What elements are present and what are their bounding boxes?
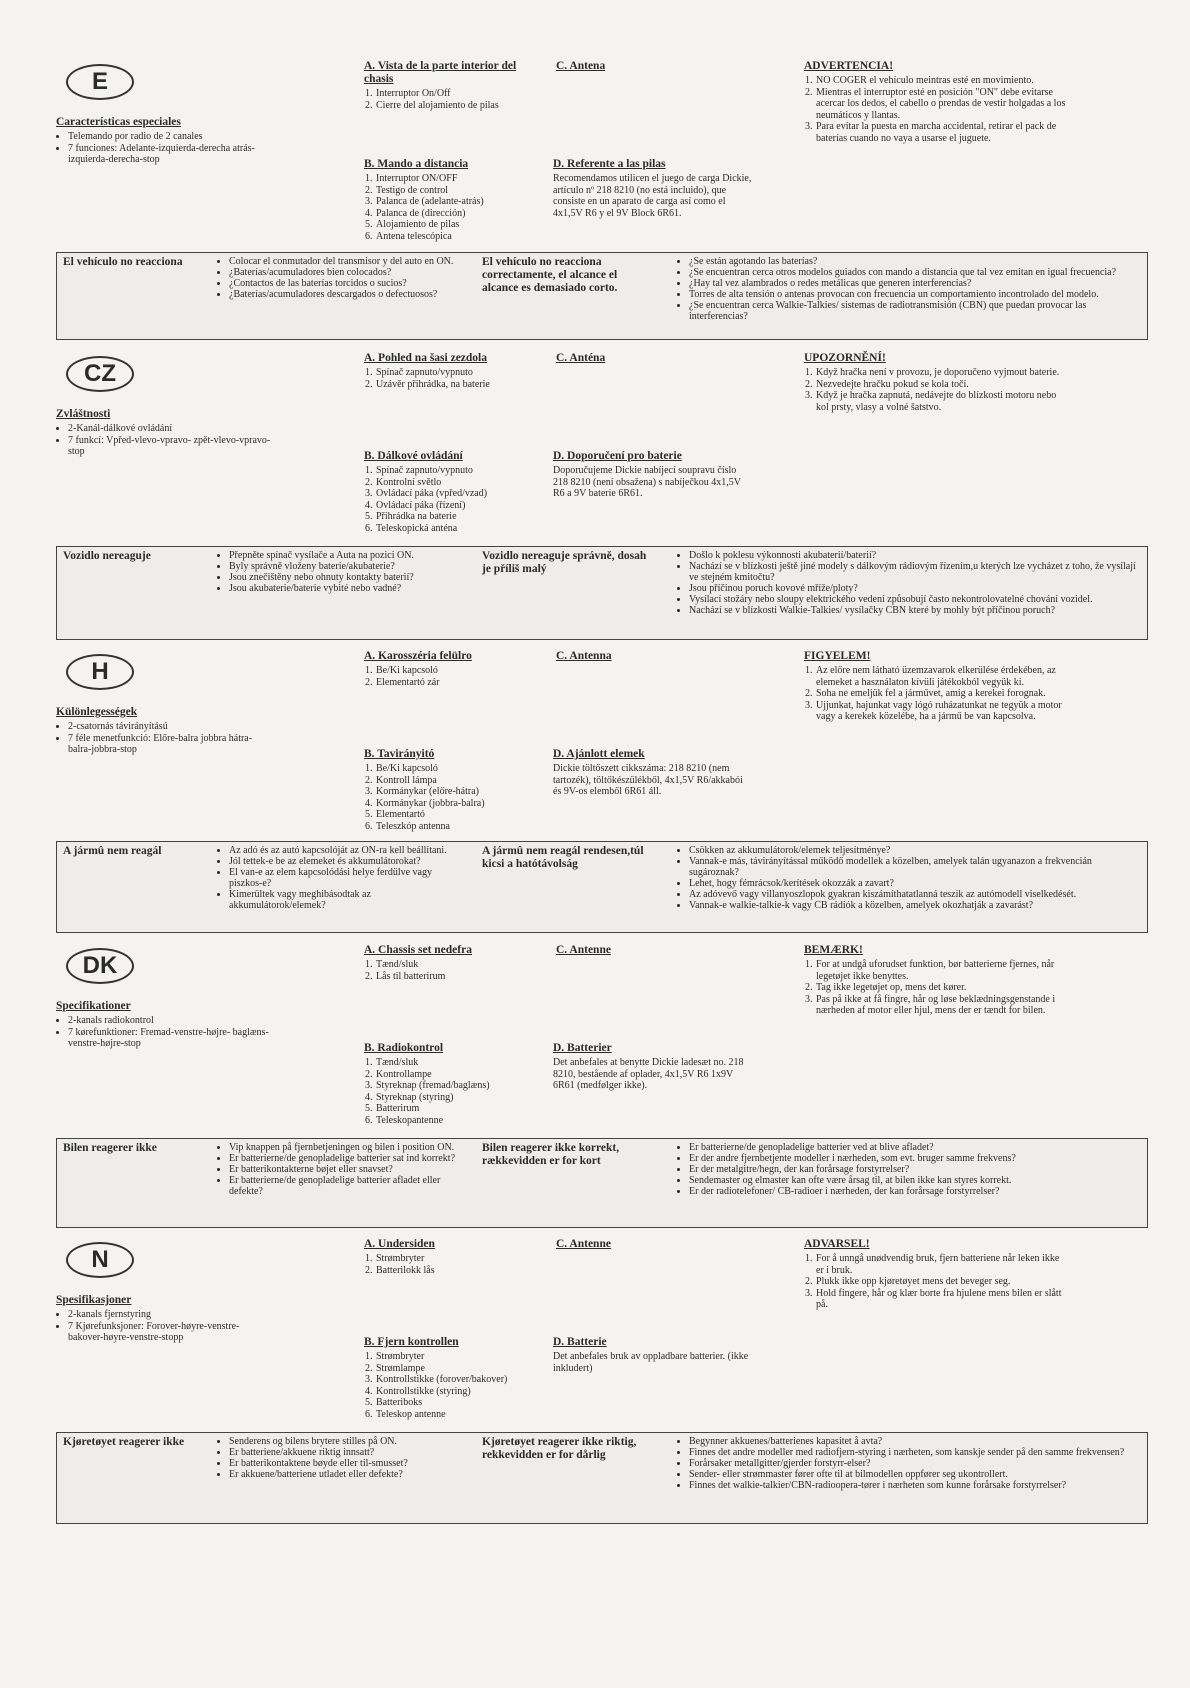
trouble-checks-no-reaction [217,256,467,300]
trouble-check-item: • ¿Se encuentran cerca Walkie-Talkies/ sistemas de radiotransmisión (CBN) que puedan provocar las interferencias? [689,300,1139,322]
block-c-title: C. Anténa [556,352,606,364]
trouble-checks-short-range [677,550,1139,616]
trouble-check-item: • Kimerültek vagy meghibásodtak az akkumulátorok/elemek? [229,889,467,911]
warning-item: 2. Mientras el interruptor esté en posición "ON" debe evitarse acercar los dedos, el cabello o prendas de vestir holgadas a los neumáticos y llantas. [815,87,1066,122]
trouble-checks-list [217,256,467,300]
features-block [56,116,271,166]
block-a-item: 1. Strømbryter [375,1253,534,1265]
block-b-item: 6. Antena telescópica [375,231,534,243]
trouble-check-item: • Byly správně vloženy baterie/akubaterie? [229,561,467,572]
trouble-check-item: • Lehet, hogy fémrácsok/kerítések okozzák a zavart? [689,878,1139,889]
language-code-badge: H [66,654,134,690]
trouble-check-item: • ¿Se encuentran cerca otros modelos guiados con mando a distancia que tal vez emitan en igual frecuencia? [689,267,1139,278]
trouble-check-item: • Finnes det walkie-talkier/CBN-radioopera-tører i nærheten som kunne forårsake forstyrrelser? [689,1480,1139,1491]
warning-title: BEMÆRK! [804,944,863,956]
trouble-check-item: • ¿Baterías/acumuladores bien colocados? [229,267,467,278]
block-a-title: A. Pohled na šasi zezdola [364,352,487,364]
trouble-check-item: • Er batterikontakterne bøjet eller snavset? [229,1164,467,1175]
trouble-check-item: • ¿Hay tal vez alambrados o redes metálicas que generen interferencias? [689,278,1139,289]
trouble-check-item: • Er batteriene/akkuene riktig innsatt? [229,1447,467,1458]
block-a-item: 2. Elementartó zár [375,677,534,689]
trouble-label-short-range [482,1436,652,1462]
block-b-item: 2. Testigo de control [375,185,534,197]
trouble-check-item: • Vannak-e walkie-talkie-k vagy CB rádiók a közelben, amelyek okozhatják a zavarást? [689,900,1139,911]
block-c-antenna [556,1238,736,1253]
block-b-list [364,173,534,242]
block-b-title: B. Fjern kontrollen [364,1336,459,1348]
block-b-item: 3. Styreknap (fremad/baglæns) [375,1080,534,1092]
block-b-item: 2. Kontrolní světlo [375,477,534,489]
section-dk [56,942,1146,1230]
block-a-item: 1. Spínač zapnuto/vypnuto [375,367,534,379]
features-title: Zvláštnosti [56,408,111,420]
troubleshooting-table [56,1432,1148,1524]
block-c-antenna [556,60,736,75]
warning-item: 1. NO COGER el vehículo meintras esté en movimiento. [815,75,1066,87]
trouble-check-item: • Csökken az akkumulátorok/elemek teljesítménye? [689,845,1139,856]
block-b-item: 1. Strømbryter [375,1351,534,1363]
block-b-item: 5. Batterirum [375,1103,534,1115]
section-n [56,1236,1146,1526]
block-d-text: Recomendamos utilicen el juego de carga Dickie, artículo nº 218 8210 (no está incluido), que consiste en un aparato de carga así como el 4x1,5V R6 y el 9V Block 6R61. [553,173,752,219]
block-a-list [364,1253,534,1276]
block-c-antenna [556,944,736,959]
section-h [56,648,1146,935]
block-a-item: 2. Uzávěr přihrádka, na baterie [375,379,534,391]
feature-item: • 2-csatornás távirányítású [68,721,271,733]
block-b-item: 4. Ovládací páka (řízení) [375,500,534,512]
troubleshooting-table [56,546,1148,640]
block-c-antenna [556,352,736,367]
feature-item: • 7 féle menetfunkció: Előre-balra jobbra hátra-balra-jobbra-stop [68,733,271,756]
block-b-item: 6. Teleskop antenne [375,1409,534,1421]
features-block [56,1000,271,1050]
trouble-checks-list [677,1142,1139,1197]
trouble-label-no-reaction [63,550,208,563]
trouble-label-text: El vehículo no reacciona [63,256,183,268]
block-b-remote [364,1042,534,1126]
warning-list [804,959,1066,1017]
trouble-label-no-reaction [63,1436,208,1449]
trouble-check-item: • Er der radiotelefoner/ CB-radioer i nærheden, der kan forårsage forstyrrelser? [689,1186,1139,1197]
warning-block [804,60,1066,144]
block-b-title: B. Dálkové ovládání [364,450,463,462]
feature-item: • 2-kanals fjernstyring [68,1309,271,1321]
trouble-check-item: • Přepněte spínač vysílače a Auta na pozici ON. [229,550,467,561]
warning-item: 2. Tag ikke legetøjet op, mens det kører. [815,982,1066,994]
warning-item: 1. For at undgå uforudset funktion, bør batterierne fjernes, når legetøjet ikke benyttes. [815,959,1066,982]
block-b-item: 1. Interruptor ON/OFF [375,173,534,185]
block-b-title: B. Tavirányitó [364,748,435,760]
trouble-checks-short-range [677,845,1139,911]
block-c-title: C. Antenna [556,650,612,662]
block-b-item: 4. Palanca de (dirección) [375,208,534,220]
warning-item: 1. Když hračka není v provozu, je doporučeno vyjmout baterie. [815,367,1066,379]
trouble-label-no-reaction [63,1142,208,1155]
trouble-check-item: • ¿Baterías/acumuladores descargados o defectuosos? [229,289,467,300]
trouble-label-short-range [482,845,652,871]
language-code-badge: CZ [66,356,134,392]
features-title: Características especiales [56,116,181,128]
warning-list [804,75,1066,144]
trouble-checks-short-range [677,256,1139,322]
warning-item: 3. Hold fingere, hår og klær borte fra hjulene mens bilen er slått på. [815,1288,1066,1311]
trouble-checks-short-range [677,1436,1139,1491]
block-d-batteries [553,158,753,219]
trouble-checks-short-range [677,1142,1139,1197]
block-a-chassis [364,944,534,982]
warning-list [804,1253,1066,1311]
trouble-checks-no-reaction [217,845,467,911]
block-c-title: C. Antenne [556,944,611,956]
trouble-checks-no-reaction [217,550,467,594]
trouble-check-item: • Nachází se v blízkosti ještě jiné modely s dálkovým rádiovým řízením,u kterých lze vycházet z toho, že vysílají ve stejném kmitočtu? [689,561,1139,583]
trouble-checks-list [677,845,1139,911]
block-d-title: D. Ajánlott elemek [553,748,645,760]
trouble-label-short-range [482,1142,652,1168]
trouble-check-item: • Er der andre fjernbetjente modeller i nærheden, som evt. bruger samme frekvens? [689,1153,1139,1164]
block-a-title: A. Chassis set nedefra [364,944,472,956]
warning-item: 3. Pas på ikke at få fingre, hår og løse beklædningsgenstande i nærheden af motor eller hjul, mens der er tændt for bilen. [815,994,1066,1017]
section-e [56,58,1146,342]
warning-item: 1. For å unngå unødvendig bruk, fjern batteriene når leken ikke er i bruk. [815,1253,1066,1276]
warning-item: 3. Para evitar la puesta en marcha accidental, retirar el pack de baterías cuando no vaya a usarse el juguete. [815,121,1066,144]
language-code-badge: DK [66,948,134,984]
block-b-item: 5. Elementartó [375,809,534,821]
trouble-check-item: • Begynner akkuenes/batterienes kapasitet å avta? [689,1436,1139,1447]
trouble-check-item: • Sendemaster og elmaster kan ofte være årsag til, at bilen ikke kan styres korrekt. [689,1175,1139,1186]
block-b-list [364,763,534,832]
trouble-label-no-reaction [63,256,208,269]
trouble-label-text: Vozidlo nereaguje [63,550,151,562]
block-a-item: 1. Tænd/sluk [375,959,534,971]
warning-title: ADVARSEL! [804,1238,870,1250]
trouble-checks-list [677,550,1139,616]
trouble-label-no-reaction [63,845,208,858]
features-title: Különlegességek [56,706,138,718]
trouble-check-item: • Az adó és az autó kapcsolóját az ON-ra kell beállítani. [229,845,467,856]
block-b-remote [364,450,534,534]
block-b-item: 6. Teleskopická anténa [375,523,534,535]
trouble-checks-no-reaction [217,1142,467,1197]
language-code-badge: N [66,1242,134,1278]
block-a-list [364,959,534,982]
trouble-check-item: • Er der metalgitre/hegn, der kan forårsage forstyrrelser? [689,1164,1139,1175]
block-b-item: 6. Teleskopantenne [375,1115,534,1127]
trouble-check-item: • Er batterierne/de genopladelige batterier sat ind korrekt? [229,1153,467,1164]
block-a-item: 2. Batterilokk lås [375,1265,534,1277]
section-cz [56,350,1146,642]
features-title: Specifikationer [56,1000,131,1012]
trouble-check-item: • Torres de alta tensión o antenas provocan con frecuencia un comportamiento incontrolado del modelo. [689,289,1139,300]
trouble-check-item: • Er batterierne/de genopladelige batterier ved at blive afladet? [689,1142,1139,1153]
block-b-item: 3. Kormánykar (előre-hátra) [375,786,534,798]
trouble-check-item: • Jsou příčinou poruch kovové mříže/ploty? [689,583,1139,594]
warning-item: 2. Plukk ikke opp kjøretøyet mens det beveger seg. [815,1276,1066,1288]
block-b-item: 5. Přihrádka na baterie [375,511,534,523]
block-d-batteries [553,748,753,798]
features-block [56,1294,271,1344]
trouble-checks-list [217,1436,467,1480]
block-d-text: Det anbefales bruk av oppladbare batterier. (ikke inkludert) [553,1351,749,1374]
block-b-remote [364,158,534,242]
trouble-check-item: • Jsou akubaterie/baterie vybité nebo vadné? [229,583,467,594]
block-b-item: 4. Kontrollstikke (styring) [375,1386,534,1398]
trouble-label-text: El vehículo no reacciona correctamente, el alcance el alcance es demasiado corto. [482,256,618,294]
block-a-chassis [364,60,534,111]
features-block [56,408,271,458]
block-b-title: B. Radiokontrol [364,1042,444,1054]
features-list [56,131,271,166]
trouble-check-item: • Nachází se v blízkosti Walkie-Talkies/ vysílačky CBN které by mohly být příčinou poruch? [689,605,1139,616]
block-b-list [364,1351,534,1420]
trouble-label-text: Vozidlo nereaguje správně, dosah je příliš malý [482,550,647,575]
features-list [56,1309,271,1344]
block-d-title: D. Doporučení pro baterie [553,450,682,462]
trouble-check-item: • Vannak-e más, távirányítással működő modellek a közelben, amelyek talán ugyanazon a frekvencián sugároznak? [689,856,1139,878]
block-a-item: 2. Cierre del alojamiento de pilas [375,100,534,112]
trouble-check-item: • Az adóvevő vagy villanyoszlopok gyakran kiszámíthatatlanná teszik az autómodell viselkedését. [689,889,1139,900]
trouble-label-text: A jármû nem reagál [63,845,162,857]
trouble-check-item: • ¿Contactos de las baterías torcidos o sucios? [229,278,467,289]
warning-list [804,665,1066,723]
block-b-item: 1. Tænd/sluk [375,1057,534,1069]
warning-title: UPOZORNĚNÍ! [804,352,886,364]
block-a-title: A. Karosszéria felülro [364,650,472,662]
feature-item: • 2-Kanál-dálkové ovládání [68,423,271,435]
trouble-check-item: • Jól tettek-e be az elemeket és akkumulátorokat? [229,856,467,867]
trouble-check-item: • El van-e az elem kapcsolódási helye ferdülve vagy piszkos-e? [229,867,467,889]
block-b-item: 2. Kontroll lámpa [375,775,534,787]
warning-item: 2. Nezvedejte hračku pokud se kola točí. [815,379,1066,391]
warning-item: 3. Ujjunkat, hajunkat vagy lógó ruházatunkat ne tegyük a motor vagy a kerekek közelébe, ha a jármű be van kapcsolva. [815,700,1066,723]
block-a-item: 1. Be/Ki kapcsoló [375,665,534,677]
trouble-checks-list [677,1436,1139,1491]
block-d-text: Det anbefales at benytte Dickie ladesæt no. 218 8210, bestående af oplader, 4x1,5V R6 1x9V 6R61 (medfølger ikke). [553,1057,744,1091]
trouble-check-item: • Er batterierne/de genopladelige batterier afladet eller defekte? [229,1175,467,1197]
trouble-checks-list [217,550,467,594]
block-b-item: 1. Spínač zapnuto/vypnuto [375,465,534,477]
block-b-list [364,1057,534,1126]
trouble-checks-no-reaction [217,1436,467,1480]
trouble-check-item: • Vysílací stožáry nebo sloupy elektrického vedení způsobují často nekontrolovatelné chování vozidel. [689,594,1139,605]
trouble-label-short-range [482,256,652,295]
trouble-check-item: • Er akkuene/batteriene utladet eller defekte? [229,1469,467,1480]
block-a-item: 2. Lås til batterirum [375,971,534,983]
block-b-item: 5. Alojamiento de pilas [375,219,534,231]
block-b-remote [364,1336,534,1420]
block-b-item: 3. Ovládací páka (vpřed/vzad) [375,488,534,500]
block-a-title: A. Vista de la parte interior del chasis [364,60,517,85]
feature-item: • 7 funkcí: Vpřed-vlevo-vpravo- zpět-vlevo-vpravo-stop [68,435,271,458]
warning-title: ADVERTENCIA! [804,60,894,72]
trouble-check-item: • Senderens og bilens brytere stilles på ON. [229,1436,467,1447]
trouble-checks-list [677,256,1139,322]
warning-block [804,944,1066,1017]
block-b-remote [364,748,534,832]
block-d-title: D. Batterier [553,1042,612,1054]
block-d-text: Doporučujeme Dickie nabíjecí soupravu číslo 218 8210 (není obsažena) s nabíječkou 4x1,5V R6 a 9V baterie 6R61. [553,465,741,499]
trouble-check-item: • Došlo k poklesu výkonnosti akubaterií/baterií? [689,550,1139,561]
block-d-batteries [553,1336,753,1374]
block-d-batteries [553,450,753,500]
block-a-list [364,88,534,111]
trouble-label-short-range [482,550,652,576]
troubleshooting-table [56,252,1148,340]
features-block [56,706,271,756]
trouble-checks-list [217,845,467,911]
warning-block [804,1238,1066,1311]
trouble-check-item: • Colocar el conmutador del transmisor y del auto en ON. [229,256,467,267]
trouble-check-item: • ¿Se están agotando las baterías? [689,256,1139,267]
block-a-list [364,367,534,390]
block-b-item: 4. Kormánykar (jobbra-balra) [375,798,534,810]
block-a-list [364,665,534,688]
block-c-title: C. Antena [556,60,606,72]
block-b-item: 1. Be/Ki kapcsoló [375,763,534,775]
warning-block [804,650,1066,723]
block-a-chassis [364,650,534,688]
warning-block [804,352,1066,413]
block-c-antenna [556,650,736,665]
trouble-check-item: • Sender- eller strømmaster fører ofte til at bilmodellen oppfører seg ukontrollert. [689,1469,1139,1480]
trouble-check-item: • Er batterikontaktene bøyde eller til-smusset? [229,1458,467,1469]
trouble-label-text: Bilen reagerer ikke korrekt, rækkevidden er for kort [482,1142,620,1167]
block-b-item: 5. Batteriboks [375,1397,534,1409]
block-d-title: D. Batterie [553,1336,607,1348]
feature-item: • 7 kørefunktioner: Fremad-venstre-højre- baglæns-venstre-højre-stop [68,1027,271,1050]
language-code-badge: E [66,64,134,100]
warning-item: 2. Soha ne emeljük fel a járművet, amig a kerekei forognak. [815,688,1066,700]
block-a-title: A. Undersiden [364,1238,435,1250]
block-b-item: 2. Kontrollampe [375,1069,534,1081]
block-c-title: C. Antenne [556,1238,611,1250]
trouble-label-text: Kjøretøyet reagerer ikke [63,1436,185,1448]
warning-list [804,367,1066,413]
block-d-text: Dickie töltőszett cikkszáma: 218 8210 (nem tartozék), töltőkészülékből, 4x1,5V R6/akkabói és 9V-os elemből 6R61 áll. [553,763,743,797]
block-b-item: 2. Strømlampe [375,1363,534,1375]
feature-item: • 2-kanals radiokontrol [68,1015,271,1027]
block-b-item: 3. Palanca de (adelante-atrás) [375,196,534,208]
warning-item: 1. Az előre nem látható üzemzavarok elkerülése érdekében, az elemeket a használaton kívüli játékokból vegyük ki. [815,665,1066,688]
trouble-checks-list [217,1142,467,1197]
trouble-label-text: Bilen reagerer ikke [63,1142,157,1154]
warning-title: FIGYELEM! [804,650,871,662]
features-title: Spesifikasjoner [56,1294,132,1306]
trouble-check-item: • Finnes det andre modeller med radiofjern-styring i nærheten, som kanskje sender på den samme frekvensen? [689,1447,1139,1458]
trouble-check-item: • Forårsaker metallgitter/gjerder forstyrr-elser? [689,1458,1139,1469]
block-b-title: B. Mando a distancia [364,158,469,170]
feature-item: • 7 funciones: Adelante-izquierda-derecha atrás-izquierda-derecha-stop [68,143,271,166]
troubleshooting-table [56,841,1148,933]
trouble-label-text: Kjøretøyet reagerer ikke riktig, rekkevidden er for dårlig [482,1436,637,1461]
troubleshooting-table [56,1138,1148,1228]
trouble-check-item: • Jsou znečištěny nebo ohnuty kontakty baterií? [229,572,467,583]
block-b-item: 6. Teleszkóp antenna [375,821,534,833]
feature-item: • 7 Kjørefunksjoner: Forover-høyre-venstre- bakover-høyre-venstre-stopp [68,1321,271,1344]
block-d-title: D. Referente a las pilas [553,158,666,170]
feature-item: • Telemando por radio de 2 canales [68,131,271,143]
block-a-chassis [364,1238,534,1276]
block-b-item: 3. Kontrollstikke (forover/bakover) [375,1374,534,1386]
block-b-item: 4. Styreknap (styring) [375,1092,534,1104]
trouble-label-text: A jármû nem reagál rendesen,túl kicsi a hatótávolság [482,845,644,870]
features-list [56,423,271,458]
warning-item: 3. Když je hračka zapnutá, nedávejte do blízkosti motoru nebo kol prsty, vlasy a volné šatstvo. [815,390,1066,413]
block-a-item: 1. Interruptor On/Off [375,88,534,100]
block-d-batteries [553,1042,753,1092]
trouble-check-item: • Vip knappen på fjernbetjeningen og bilen i position ON. [229,1142,467,1153]
features-list [56,721,271,756]
features-list [56,1015,271,1050]
block-b-list [364,465,534,534]
block-a-chassis [364,352,534,390]
